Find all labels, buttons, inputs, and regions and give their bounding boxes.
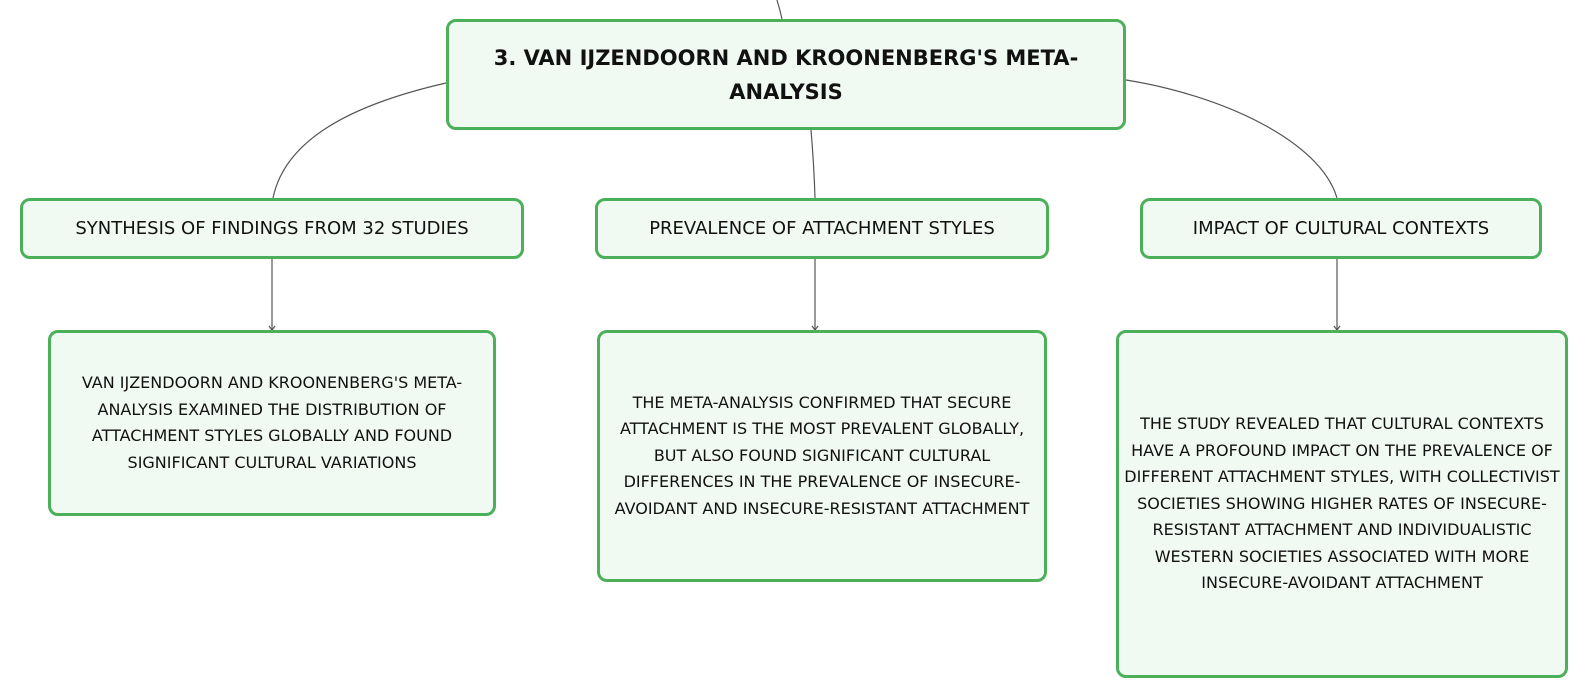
- branch-node-synthesis[interactable]: [20, 198, 524, 259]
- root-topic-title: 3. VAN IJZENDOORN AND KROONENBERG'S META-ANALYSIS: [493, 45, 1079, 104]
- root-topic-node[interactable]: [446, 19, 1126, 130]
- detail-node-cultural[interactable]: [1116, 330, 1568, 678]
- detail-text-prevalence: THE META-ANALYSIS CONFIRMED THAT SECURE ATTACHMENT IS THE MOST PREVALENT GLOBALLY, BUT ALSO FOUND SIGNIFICANT CULTURAL DIFFERENCES IN THE PREVALENCE OF INSECURE-AVOIDANT AND INSECURE-RESISTANT ATTACHMENT: [614, 392, 1030, 518]
- branch-label-prevalence: PREVALENCE OF ATTACHMENT STYLES: [649, 218, 995, 239]
- detail-node-prevalence[interactable]: [597, 330, 1047, 582]
- connector-root-to-synthesis: [273, 83, 446, 198]
- detail-text-cultural: THE STUDY REVEALED THAT CULTURAL CONTEXTS HAVE A PROFOUND IMPACT ON THE PREVALENCE OF DIFFERENT ATTACHMENT STYLES, WITH COLLECTIVIST SOCIETIES SHOWING HIGHER RATES OF INSECURE-RESISTANT ATTACHMENT AND INDIVIDUALISTIC WESTERN SOCIETIES ASSOCIATED WITH MORE INSECURE-AVOIDANT ATTACHMENT: [1124, 414, 1560, 593]
- detail-text-synthesis: VAN IJZENDOORN AND KROONENBERG'S META-ANALYSIS EXAMINED THE DISTRIBUTION OF ATTACHMENT STYLES GLOBALLY AND FOUND SIGNIFICANT CULTURAL VARIATIONS: [81, 373, 463, 472]
- detail-node-synthesis[interactable]: [48, 330, 496, 516]
- branch-label-synthesis: SYNTHESIS OF FINDINGS FROM 32 STUDIES: [75, 218, 469, 239]
- branch-node-prevalence[interactable]: [595, 198, 1049, 259]
- connector-root-to-cultural: [1126, 80, 1337, 198]
- branch-node-cultural[interactable]: [1140, 198, 1542, 259]
- connector-root-to-prevalence: [811, 130, 815, 198]
- branch-label-cultural: IMPACT OF CULTURAL CONTEXTS: [1192, 218, 1490, 239]
- connector-from-parent: [777, 0, 782, 19]
